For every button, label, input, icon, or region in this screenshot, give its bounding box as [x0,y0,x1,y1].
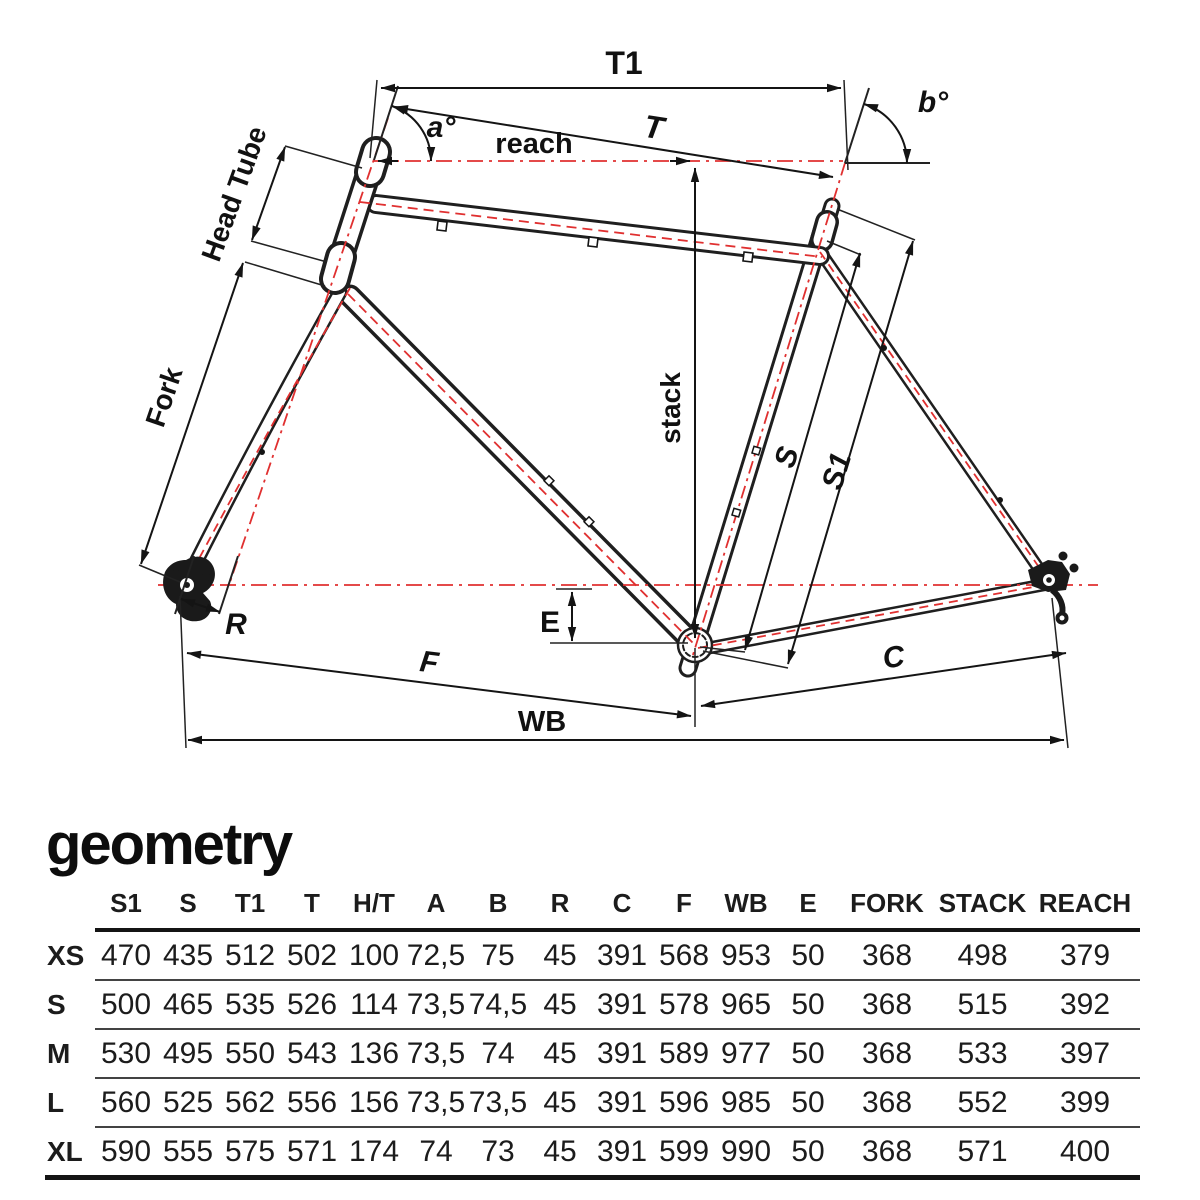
section-title: geometry [46,812,292,877]
geometry-value: 535 [219,980,281,1029]
geometry-value: 552 [935,1078,1030,1127]
geometry-value: 533 [935,1029,1030,1078]
geometry-value: 953 [715,930,777,980]
table-header-row [45,884,1140,930]
column-header-c: C [591,884,653,930]
geometry-value: 599 [653,1127,715,1178]
column-header-f: F [653,884,715,930]
geometry-value: 515 [935,980,1030,1029]
geometry-value: 368 [839,1127,935,1178]
column-header-b: B [467,884,529,930]
fork-boss [259,449,265,455]
geometry-value: 136 [343,1029,405,1078]
geometry-value: 399 [1030,1078,1140,1127]
table-row-xl [45,1127,1140,1178]
size-label: XS [47,939,85,971]
size-label: M [47,1038,71,1069]
label-angle-b: b° [917,86,949,119]
geometry-value: 435 [157,930,219,980]
size-label: L [47,1087,65,1118]
geometry-value: 400 [1030,1127,1140,1178]
geometry-value: 73,5 [467,1078,529,1127]
geometry-value: 45 [529,1029,591,1078]
column-header-fork: FORK [839,884,935,930]
geometry-value: 73,5 [405,1029,467,1078]
column-header-wb: WB [715,884,777,930]
geometry-value: 74 [405,1127,467,1178]
geometry-value: 555 [157,1127,219,1178]
column-header-t1: T1 [219,884,281,930]
geometry-value: 596 [653,1078,715,1127]
bottle-boss [752,446,761,455]
column-header-s: S [157,884,219,930]
cable-guide [743,252,753,262]
geometry-table [45,884,1140,1180]
geometry-value: 391 [591,1078,653,1127]
column-header-r: R [529,884,591,930]
size-label: XL [45,1127,95,1178]
geometry-value: 530 [95,1029,157,1078]
geometry-value: 965 [715,980,777,1029]
geometry-value: 50 [777,1127,839,1178]
geometry-value: 50 [777,980,839,1029]
label-e: E [539,606,560,639]
geometry-value: 50 [777,930,839,980]
geometry-value: 73,5 [405,1078,467,1127]
label-c: C [880,639,907,676]
frame-fittings [259,221,1003,527]
label-reach: reach [495,128,573,160]
geometry-value: 465 [157,980,219,1029]
geometry-value: 590 [95,1127,157,1178]
geometry-value: 525 [157,1078,219,1127]
table-row-l [45,1078,1140,1127]
label-f: F [418,645,441,681]
geometry-value: 571 [281,1127,343,1178]
bottle-boss [732,508,741,517]
column-header-s1: S1 [95,884,157,930]
geometry-value: 985 [715,1078,777,1127]
geometry-value: 977 [715,1029,777,1078]
dim-f [187,653,691,716]
geometry-value: 114 [343,980,405,1029]
size-label: S [47,989,66,1020]
label-stack: stack [655,372,686,444]
geometry-value: 512 [219,930,281,980]
geometry-value: 495 [157,1029,219,1078]
geometry-value: 45 [529,930,591,980]
table-row-m [45,1029,1140,1078]
label-angle-a: a° [426,111,456,144]
geometry-value: 526 [281,980,343,1029]
label-fork: Fork [139,363,189,431]
geometry-value: 368 [839,1029,935,1078]
table-row-xs [45,930,1140,980]
label-wb: WB [517,706,567,738]
label-r: R [225,608,247,641]
geometry-value: 589 [653,1029,715,1078]
geometry-value: 562 [219,1078,281,1127]
geometry-value: 502 [281,930,343,980]
geometry-value: 72,5 [405,930,467,980]
geometry-value: 392 [1030,980,1140,1029]
geometry-value: 73 [467,1127,529,1178]
geometry-value: 368 [839,1078,935,1127]
geometry-value: 45 [529,1127,591,1178]
geometry-value: 556 [281,1078,343,1127]
geometry-value: 50 [777,1029,839,1078]
geometry-value: 550 [219,1029,281,1078]
geometry-value: 75 [467,930,529,980]
stay-boss [997,497,1003,503]
label-s: S [768,442,806,472]
geometry-value: 571 [935,1127,1030,1178]
geometry-value: 543 [281,1029,343,1078]
column-header-h-t: H/T [343,884,405,930]
label-s1: S1 [815,448,859,494]
geometry-value: 575 [219,1127,281,1178]
dim-angle-b [864,104,907,163]
geometry-value: 568 [653,930,715,980]
geometry-value: 397 [1030,1029,1140,1078]
dim-angle-a [392,106,431,161]
geometry-value: 73,5 [405,980,467,1029]
label-t: T [641,107,667,147]
column-header-reach: REACH [1030,884,1140,930]
cable-guide [437,221,447,231]
size-column-header [45,884,95,930]
geometry-value: 379 [1030,930,1140,980]
column-header-t: T [281,884,343,930]
geometry-value: 74,5 [467,980,529,1029]
column-header-e: E [777,884,839,930]
geometry-value: 391 [591,980,653,1029]
geometry-value: 174 [343,1127,405,1178]
cable-guide [588,237,598,247]
geometry-value: 990 [715,1127,777,1178]
geometry-value: 470 [95,930,157,980]
geometry-value: 391 [591,1127,653,1178]
dimension-labels [139,45,949,738]
bike-frame-tubes [187,152,1048,668]
geometry-value: 100 [343,930,405,980]
geometry-section [0,812,1200,1180]
table-row-s [45,980,1140,1029]
geometry-value: 578 [653,980,715,1029]
label-head-tube: Head Tube [195,122,273,266]
geometry-value: 391 [591,930,653,980]
geometry-value: 45 [529,980,591,1029]
geometry-value: 74 [467,1029,529,1078]
geometry-value: 50 [777,1078,839,1127]
column-header-stack: STACK [935,884,1030,930]
geometry-value: 500 [95,980,157,1029]
label-t1: T1 [605,45,643,81]
geometry-value: 560 [95,1078,157,1127]
geometry-value: 156 [343,1078,405,1127]
geometry-value: 498 [935,930,1030,980]
geometry-value: 45 [529,1078,591,1127]
front-dropout [163,557,215,622]
column-header-a: A [405,884,467,930]
geometry-value: 368 [839,930,935,980]
dim-t [394,107,833,177]
geometry-value: 391 [591,1029,653,1078]
geometry-value: 368 [839,980,935,1029]
